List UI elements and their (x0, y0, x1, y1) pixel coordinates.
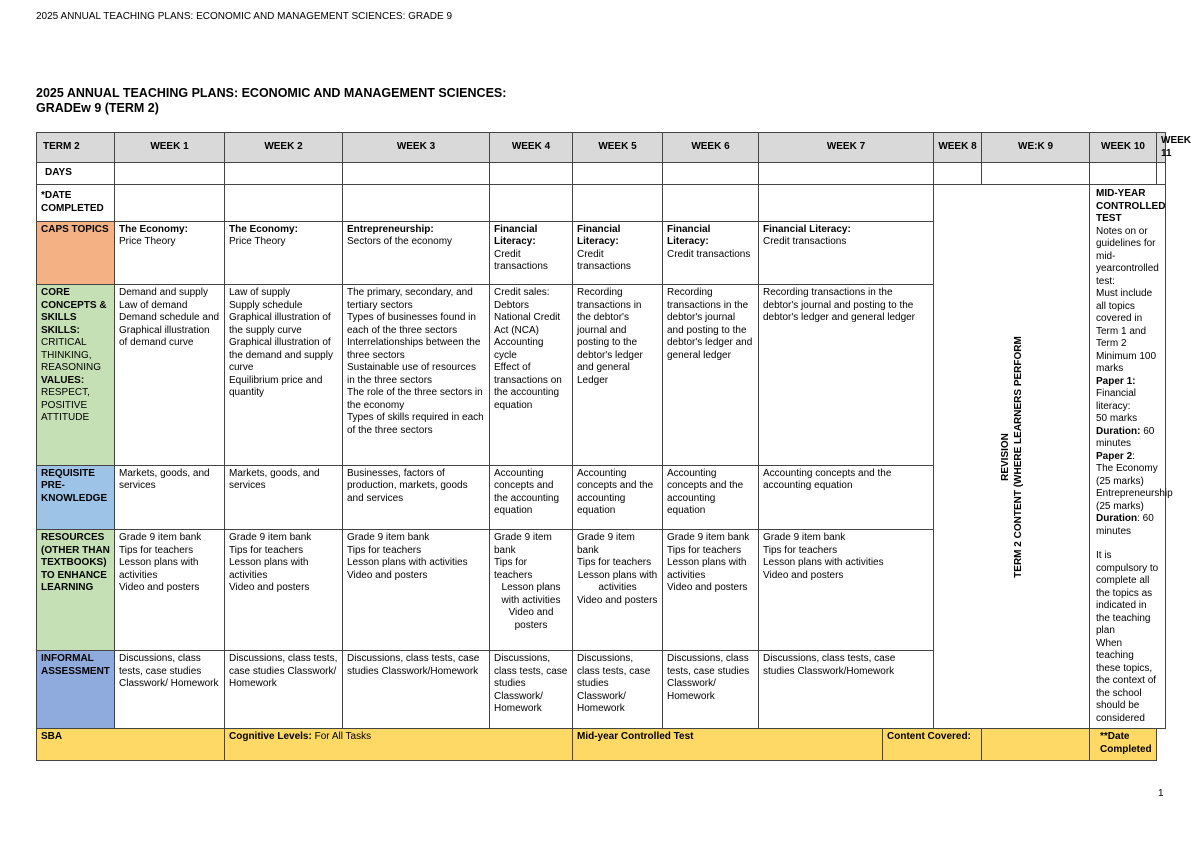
requisite-label: REQUISITE PRE-KNOWLEDGE (37, 465, 115, 529)
core-w3-item: Types of businesses found in each of the three sectors (347, 312, 476, 336)
duration2-label: Duration (1096, 513, 1138, 524)
core-label-4: VALUES: (41, 374, 85, 386)
resource-item: Video and posters (667, 582, 748, 594)
core-w3-item: The role of the three sectors in the economy (347, 387, 483, 411)
core-w2-item: Law of supply (229, 287, 291, 299)
revision-line-1: REVISION (999, 432, 1011, 481)
header-row (37, 133, 1166, 163)
resource-item: Tips for teachers (119, 544, 194, 556)
revision-line-2: TERM 2 CONTENT (WHERE LEARNERS PERFORM (1012, 335, 1024, 578)
running-header: 2025 ANNUAL TEACHING PLANS: ECONOMIC AND MANAGEMENT SCIENCES: GRADE 9 (36, 11, 453, 22)
date-completed-label: *DATE COMPLETED (37, 185, 115, 222)
title-line-2: GRADEw 9 (TERM 2) (36, 101, 159, 115)
core-w5-item: Recording transactions in the debtor's journal and posting to the debtor's ledger and general Ledger (577, 287, 643, 386)
paper2-duration: : 60 minutes (1096, 513, 1154, 537)
core-w3-item: Interrelationships between the three sectors (347, 337, 481, 361)
date-completed-row (37, 185, 1166, 222)
caps-w6-sub: Credit transactions (667, 248, 751, 260)
paper1-marks: 50 marks (1096, 413, 1138, 424)
resource-item: Grade 9 item bank (763, 532, 846, 544)
midyear-context: When teaching these topics, the context of the school should be considered (1096, 637, 1157, 724)
sba-row (37, 729, 1166, 761)
paper1-duration: 60 minutes (1096, 425, 1155, 449)
cognitive-value: For All Tasks (311, 731, 372, 742)
teaching-plan-table (36, 132, 1191, 761)
core-w4-item: Effect of transactions on the accounting equation (494, 362, 562, 411)
resource-item: Lesson plans with activities (577, 569, 658, 594)
paper1-text: Financial literacy: (1096, 388, 1137, 412)
midyear-marks: Minimum 100 marks (1096, 350, 1157, 374)
core-w6-item: Recording transactions in the debtor's journal and posting to the debtor's ledger and general ledger (667, 287, 753, 361)
caps-w3-topic: Entrepreneurship: (347, 223, 434, 235)
week-5-header: WEEK 5 (573, 133, 663, 163)
week-4-header: WEEK 4 (490, 133, 573, 163)
week-3-header: WEEK 3 (343, 133, 490, 163)
paper2-economy: The Economy (25 marks) (1096, 463, 1158, 487)
resource-item: Tips for teachers (347, 544, 422, 556)
sba-label: SBA (37, 729, 225, 761)
caps-w5-topic: Financial Literacy: (577, 223, 621, 248)
paper2-entrepreneurship: Entrepreneurship (1096, 488, 1173, 499)
resource-item: Video and posters (119, 582, 200, 594)
week-2-header: WEEK 2 (225, 133, 343, 163)
resource-item: Lesson plans with activities (229, 557, 309, 581)
resource-item: Lesson plans with activities (763, 557, 884, 569)
informal-w2: Discussions, class tests, case studies Classwork/ Homework (225, 651, 343, 729)
resource-item: Video and posters (347, 569, 428, 581)
core-w3-item: Sustainable use of resources in the three sectors (347, 362, 476, 386)
resources-label: RESOURCES (OTHER THAN TEXTBOOKS) TO ENHANCE LEARNING (37, 530, 115, 651)
core-w1-item: Demand schedule and (119, 312, 220, 324)
caps-label: CAPS TOPICS (37, 221, 115, 284)
duration-label: Duration: (1096, 425, 1141, 437)
resource-item: Tips for teachers (667, 544, 742, 556)
midyear-compulsory: It is compulsory to complete all the topics as indicated in the teaching plan (1096, 550, 1159, 636)
core-label-3: CRITICAL THINKING, REASONING (41, 337, 102, 374)
core-concepts-label (37, 285, 115, 466)
requisite-w7: Accounting concepts and the accounting equation (759, 465, 934, 529)
resource-item: Grade 9 item bank (119, 532, 202, 544)
week-8-header: WEEK 8 (934, 133, 982, 163)
cognitive-levels (225, 729, 573, 761)
midyear-title: MID-YEAR CONTROLLED TEST (1096, 188, 1166, 224)
core-label-5: RESPECT, POSITIVE ATTITUDE (41, 387, 90, 424)
resource-item: Video and posters (763, 569, 844, 581)
resource-item: Tips for teachers (229, 544, 304, 556)
requisite-w2: Markets, goods, and services (225, 465, 343, 529)
content-covered-label: Content Covered: (883, 729, 982, 761)
caps-w4-topic: Financial Literacy: (494, 223, 538, 248)
resource-item: Grade 9 item bank (347, 532, 430, 544)
caps-w4-sub: Credit transactions (494, 248, 548, 273)
week-6-header: WEEK 6 (663, 133, 759, 163)
core-w1-item: Demand and supply (119, 287, 208, 299)
resource-item: Grade 9 item bank (229, 532, 312, 544)
core-w2-item: Supply schedule (229, 299, 303, 311)
title-line-1: 2025 ANNUAL TEACHING PLANS: ECONOMIC AND MANAGEMENT SCIENCES: (36, 86, 507, 100)
caps-w2-topic: The Economy: (229, 223, 298, 235)
informal-w4: Discussions, class tests, case studies Classwork/ Homework (490, 651, 573, 729)
resource-item: Grade 9 item bank (577, 532, 635, 556)
informal-w3: Discussions, class tests, case studies Classwork/Homework (343, 651, 490, 729)
core-w3-item: The primary, secondary, and tertiary sectors (347, 287, 473, 311)
core-w2-item: Graphical illustration of the supply curve (229, 312, 331, 336)
midyear-topics: Must include all topics covered in Term 1 and Term 2 (1096, 288, 1153, 349)
resource-item: Lesson plans with activities (667, 557, 747, 581)
core-w1-item: Law of demand (119, 299, 188, 311)
date-completed-sba: **Date Completed (1090, 729, 1157, 761)
informal-w5: Discussions, class tests, case studies Classwork/ Homework (573, 651, 663, 729)
caps-w6-topic: Financial Literacy: (667, 223, 711, 248)
requisite-w4: Accounting concepts and the accounting equation (490, 465, 573, 529)
paper2-colon: : (1132, 450, 1135, 462)
revision-cell (934, 185, 1090, 729)
caps-w1-sub: Price Theory (119, 236, 176, 248)
resource-item: Tips for teachers (577, 557, 652, 569)
resource-item: Video and posters (229, 582, 310, 594)
requisite-w3: Businesses, factors of production, markets, goods and services (343, 465, 490, 529)
week-11-header: WEEK 11 (1157, 133, 1166, 163)
informal-w6: Discussions, class tests, case studies Classwork/ Homework (663, 651, 759, 729)
resource-item: Tips for teachers (763, 544, 838, 556)
paper2-entrepreneurship-marks: (25 marks) (1096, 500, 1144, 512)
core-label-2: SKILLS: (41, 324, 80, 336)
cognitive-label: Cognitive Levels: (229, 731, 312, 742)
core-w2-item: Graphical illustration of the demand and supply curve (229, 337, 333, 374)
resource-item: Grade 9 item bank (667, 532, 750, 544)
resource-item: Video and posters (508, 607, 554, 631)
week-1-header: WEEK 1 (115, 133, 225, 163)
term-header: TERM 2 (37, 133, 115, 163)
core-w3-item: Types of skills required in each of the three sectors (347, 412, 484, 436)
week-9-header: WE:K 9 (982, 133, 1090, 163)
core-w1-item: Graphical illustration of demand curve (119, 324, 210, 349)
caps-w7-topic: Financial Literacy: (763, 223, 851, 235)
requisite-w5: Accounting concepts and the accounting equation (573, 465, 663, 529)
week-7-header: WEEK 7 (759, 133, 934, 163)
informal-assessment-label: INFORMAL ASSESSMENT (37, 651, 115, 729)
midyear-test-cell (1090, 185, 1173, 729)
core-w4-item: Credit sales: Debtors (494, 287, 550, 311)
informal-w7: Discussions, class tests, case studies Classwork/Homework (759, 651, 934, 729)
resource-item: Lesson plans with activities (119, 557, 199, 581)
page-title (36, 86, 506, 116)
core-w2-item: Equilibrium price and quantity (229, 374, 323, 399)
paper1-label: Paper 1: (1096, 375, 1136, 387)
core-w4-item: Accounting cycle (494, 337, 544, 361)
week-10-header: WEEK 10 (1090, 133, 1157, 163)
midyear-notes: Notes on or guidelines for mid-yearcontrolled test: (1096, 225, 1159, 287)
resource-item: Tips for teachers (494, 557, 533, 581)
paper2-label: Paper 2 (1096, 450, 1133, 462)
caps-w2-sub: Price Theory (229, 236, 286, 248)
requisite-w6: Accounting concepts and the accounting equation (663, 465, 759, 529)
resource-item: Grade 9 item bank (494, 532, 552, 556)
days-label: DAYS (37, 163, 115, 185)
page-number: 1 (1158, 788, 1164, 799)
caps-w7-sub: Credit transactions (763, 236, 847, 248)
resource-item: Video and posters (577, 594, 658, 606)
caps-w5-sub: Credit transactions (577, 248, 631, 273)
informal-w1: Discussions, class tests, case studies Classwork/ Homework (115, 651, 225, 729)
core-w4-item: National Credit Act (NCA) (494, 312, 561, 336)
resource-item: Lesson plans with activities (501, 582, 561, 606)
requisite-w1: Markets, goods, and services (115, 465, 225, 529)
midyear-test-label: Mid-year Controlled Test (573, 729, 883, 761)
caps-w3-sub: Sectors of the economy (347, 236, 453, 248)
resource-item: Lesson plans with activities (347, 557, 468, 569)
core-w7-item: Recording transactions in the debtor's journal and posting to the debtor's ledger and general ledger (763, 287, 916, 324)
caps-w1-topic: The Economy: (119, 223, 188, 235)
sba-blank (982, 729, 1090, 761)
core-label-1: CORE CONCEPTS & SKILLS (41, 287, 107, 324)
days-row (37, 163, 1166, 185)
